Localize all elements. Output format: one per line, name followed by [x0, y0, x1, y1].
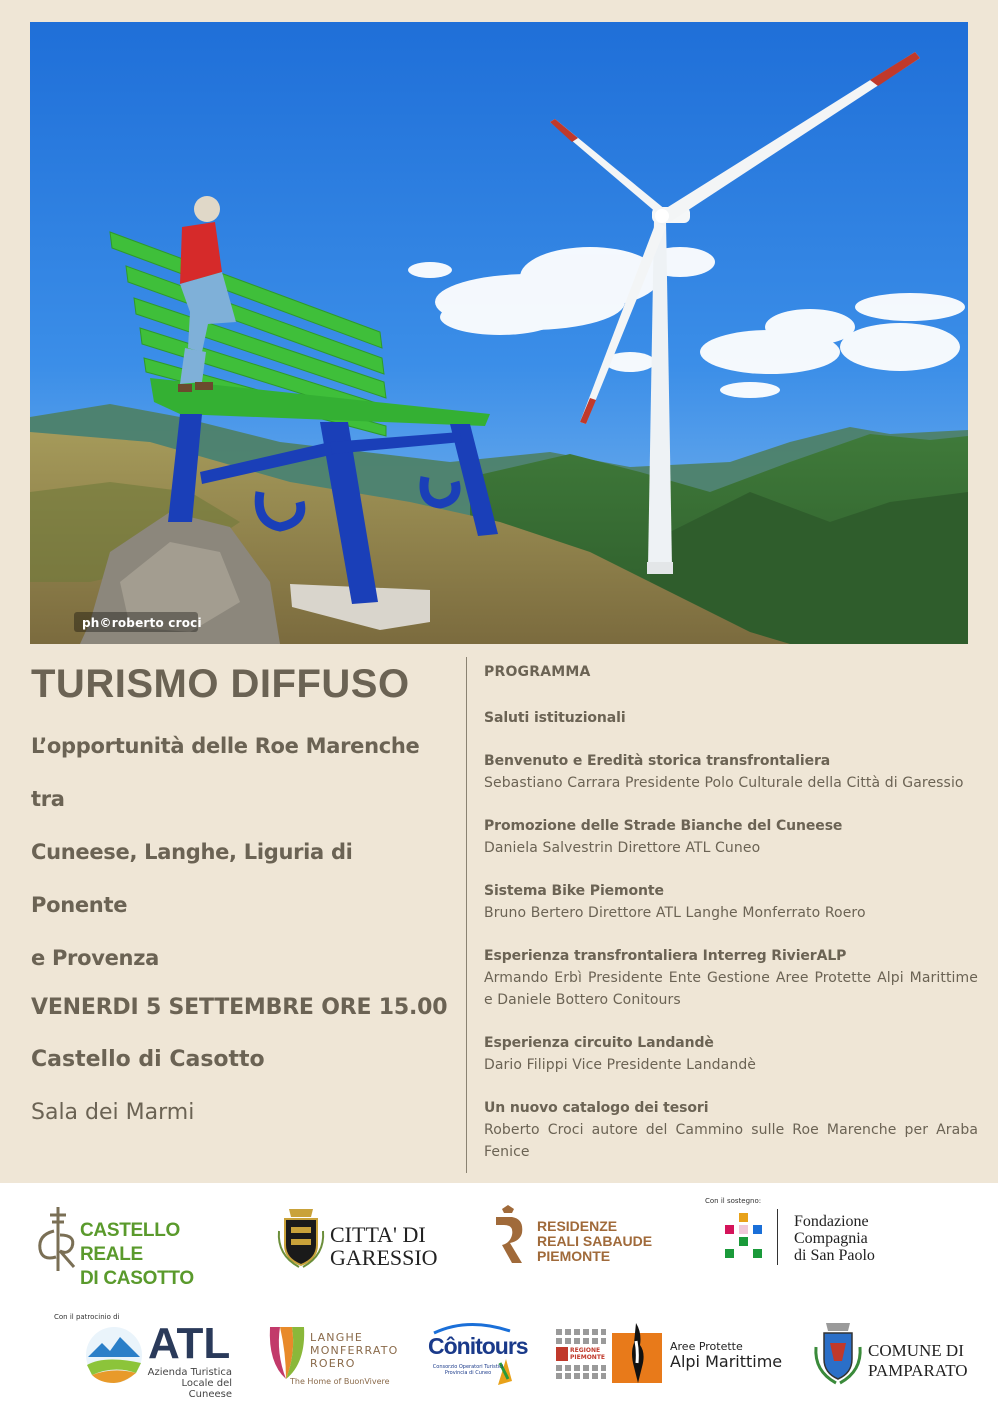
garessio-line2: GARESSIO	[330, 1245, 438, 1270]
subtitle-line: Cuneese, Langhe, Liguria di Ponente	[31, 840, 353, 917]
program-item-title: Esperienza circuito Landandè	[484, 1035, 714, 1051]
fondazione-line1: Fondazione	[794, 1213, 869, 1230]
residenze-line1: RESIDENZE	[537, 1218, 618, 1234]
alpi-marittime-bird-icon	[612, 1323, 664, 1385]
program-item-speaker: Bruno Bertero Direttore ATL Langhe Monferrato Roero	[484, 905, 866, 921]
subtitle-line: e Provenza	[31, 946, 160, 970]
residenze-line2: REALI SABAUDE	[537, 1233, 653, 1249]
event-subtitle	[31, 720, 451, 985]
program-item	[484, 1097, 978, 1163]
langhe-logo	[266, 1321, 416, 1389]
program-item	[484, 945, 978, 1011]
event-room: Sala dei Marmi	[31, 1100, 195, 1125]
program-item	[484, 707, 978, 729]
program-item	[484, 750, 978, 794]
program-item-speaker: Dario Filippi Vice Presidente Landandè	[484, 1057, 757, 1073]
sponsor-footer	[0, 1183, 998, 1412]
pamparato-line1: COMUNE DI	[868, 1341, 964, 1360]
program-item	[484, 815, 978, 859]
program-item	[484, 1032, 978, 1076]
garessio-coat-of-arms-icon	[275, 1205, 327, 1269]
photo-credit: ph©roberto croci	[82, 616, 202, 630]
atl-line2: Locale del Cuneese	[181, 1378, 232, 1400]
program-item-speaker: Daniela Salvestrin Direttore ATL Cuneo	[484, 840, 761, 856]
support-label: Con il sostegno:	[705, 1197, 762, 1205]
langhe-line2: MONFERRATO	[310, 1344, 399, 1357]
garessio-logo	[275, 1205, 455, 1271]
fondazione-divider	[777, 1209, 778, 1265]
castello-monogram-icon	[32, 1205, 80, 1273]
event-venue: Castello di Casotto	[31, 1047, 265, 1072]
patronage-label: Con il patrocinio di	[54, 1313, 120, 1321]
regione-alpi-logo	[556, 1321, 796, 1387]
fondazione-line2: Compagnia	[794, 1230, 868, 1247]
program-heading: PROGRAMMA	[484, 664, 591, 680]
fondazione-line3: di San Paolo	[794, 1247, 875, 1264]
residenze-logo	[492, 1205, 672, 1269]
alpi-line2: Alpi Marittime	[670, 1352, 783, 1371]
castello-logo	[32, 1205, 242, 1289]
alpi-line1: Aree Protette	[670, 1340, 743, 1353]
garessio-line1: CITTA' DI	[330, 1222, 426, 1247]
langhe-leaf-icon	[266, 1323, 306, 1381]
pamparato-logo	[812, 1321, 987, 1387]
program-item-title: Saluti istituzionali	[484, 710, 626, 726]
conitours-name: Cônitours	[428, 1333, 528, 1359]
langhe-line1: LANGHE	[310, 1331, 364, 1344]
pamparato-line2: PAMPARATO	[868, 1361, 968, 1380]
program-item-speaker: Sebastiano Carrara Presidente Polo Culturale della Città di Garessio	[484, 775, 964, 791]
atl-line1: Azienda Turistica	[147, 1367, 232, 1378]
column-divider	[466, 657, 467, 1173]
castello-line1: CASTELLO REALE	[80, 1220, 180, 1265]
program-item-title: Esperienza transfrontaliera Interreg RivierALP	[484, 948, 847, 964]
conitours-line2: Provincia di Cuneo	[444, 1370, 492, 1376]
program-item	[484, 880, 978, 924]
program-item-title: Benvenuto e Eredità storica transfrontaliera	[484, 753, 831, 769]
residenze-line3: PIEMONTE	[537, 1248, 611, 1264]
regione-line1: REGIONE	[570, 1347, 601, 1354]
conitours-logo	[428, 1319, 528, 1389]
landscape-illustration	[30, 22, 968, 644]
program-item-title: Sistema Bike Piemonte	[484, 883, 664, 899]
atl-landscape-icon	[84, 1325, 144, 1385]
program-item-title: Promozione delle Strade Bianche del Cuneese	[484, 818, 843, 834]
residenze-r-icon	[492, 1205, 526, 1265]
program-item-title: Un nuovo catalogo dei tesori	[484, 1100, 709, 1116]
conitours-line1: Consorzio Operatori Turistici	[432, 1364, 504, 1370]
program	[484, 664, 978, 1163]
regione-line2: PIEMONTE	[570, 1354, 606, 1361]
pamparato-coat-of-arms-icon	[812, 1321, 864, 1385]
atl-name: ATL	[148, 1319, 231, 1368]
langhe-tagline: The Home of BuonVivere	[290, 1377, 390, 1386]
event-title: TURISMO DIFFUSO	[31, 662, 410, 706]
subtitle-line: L’opportunità delle Roe Marenche tra	[31, 734, 420, 811]
program-item-speaker: Armando Erbì Presidente Ente Gestione Aree Protette Alpi Marittime e Daniele Bottero Conitours	[484, 970, 978, 1008]
castello-line2: DI CASOTTO	[80, 1268, 194, 1289]
hero-photo	[30, 22, 968, 644]
event-date: VENERDI 5 SETTEMBRE ORE 15.00	[31, 995, 448, 1020]
fondazione-mosaic-icon	[725, 1213, 765, 1265]
langhe-line3: ROERO	[310, 1357, 356, 1370]
fondazione-logo	[705, 1197, 905, 1277]
atl-logo	[84, 1319, 244, 1400]
program-item-speaker: Roberto Croci autore del Cammino sulle Roe Marenche per Araba Fenice	[484, 1122, 978, 1160]
